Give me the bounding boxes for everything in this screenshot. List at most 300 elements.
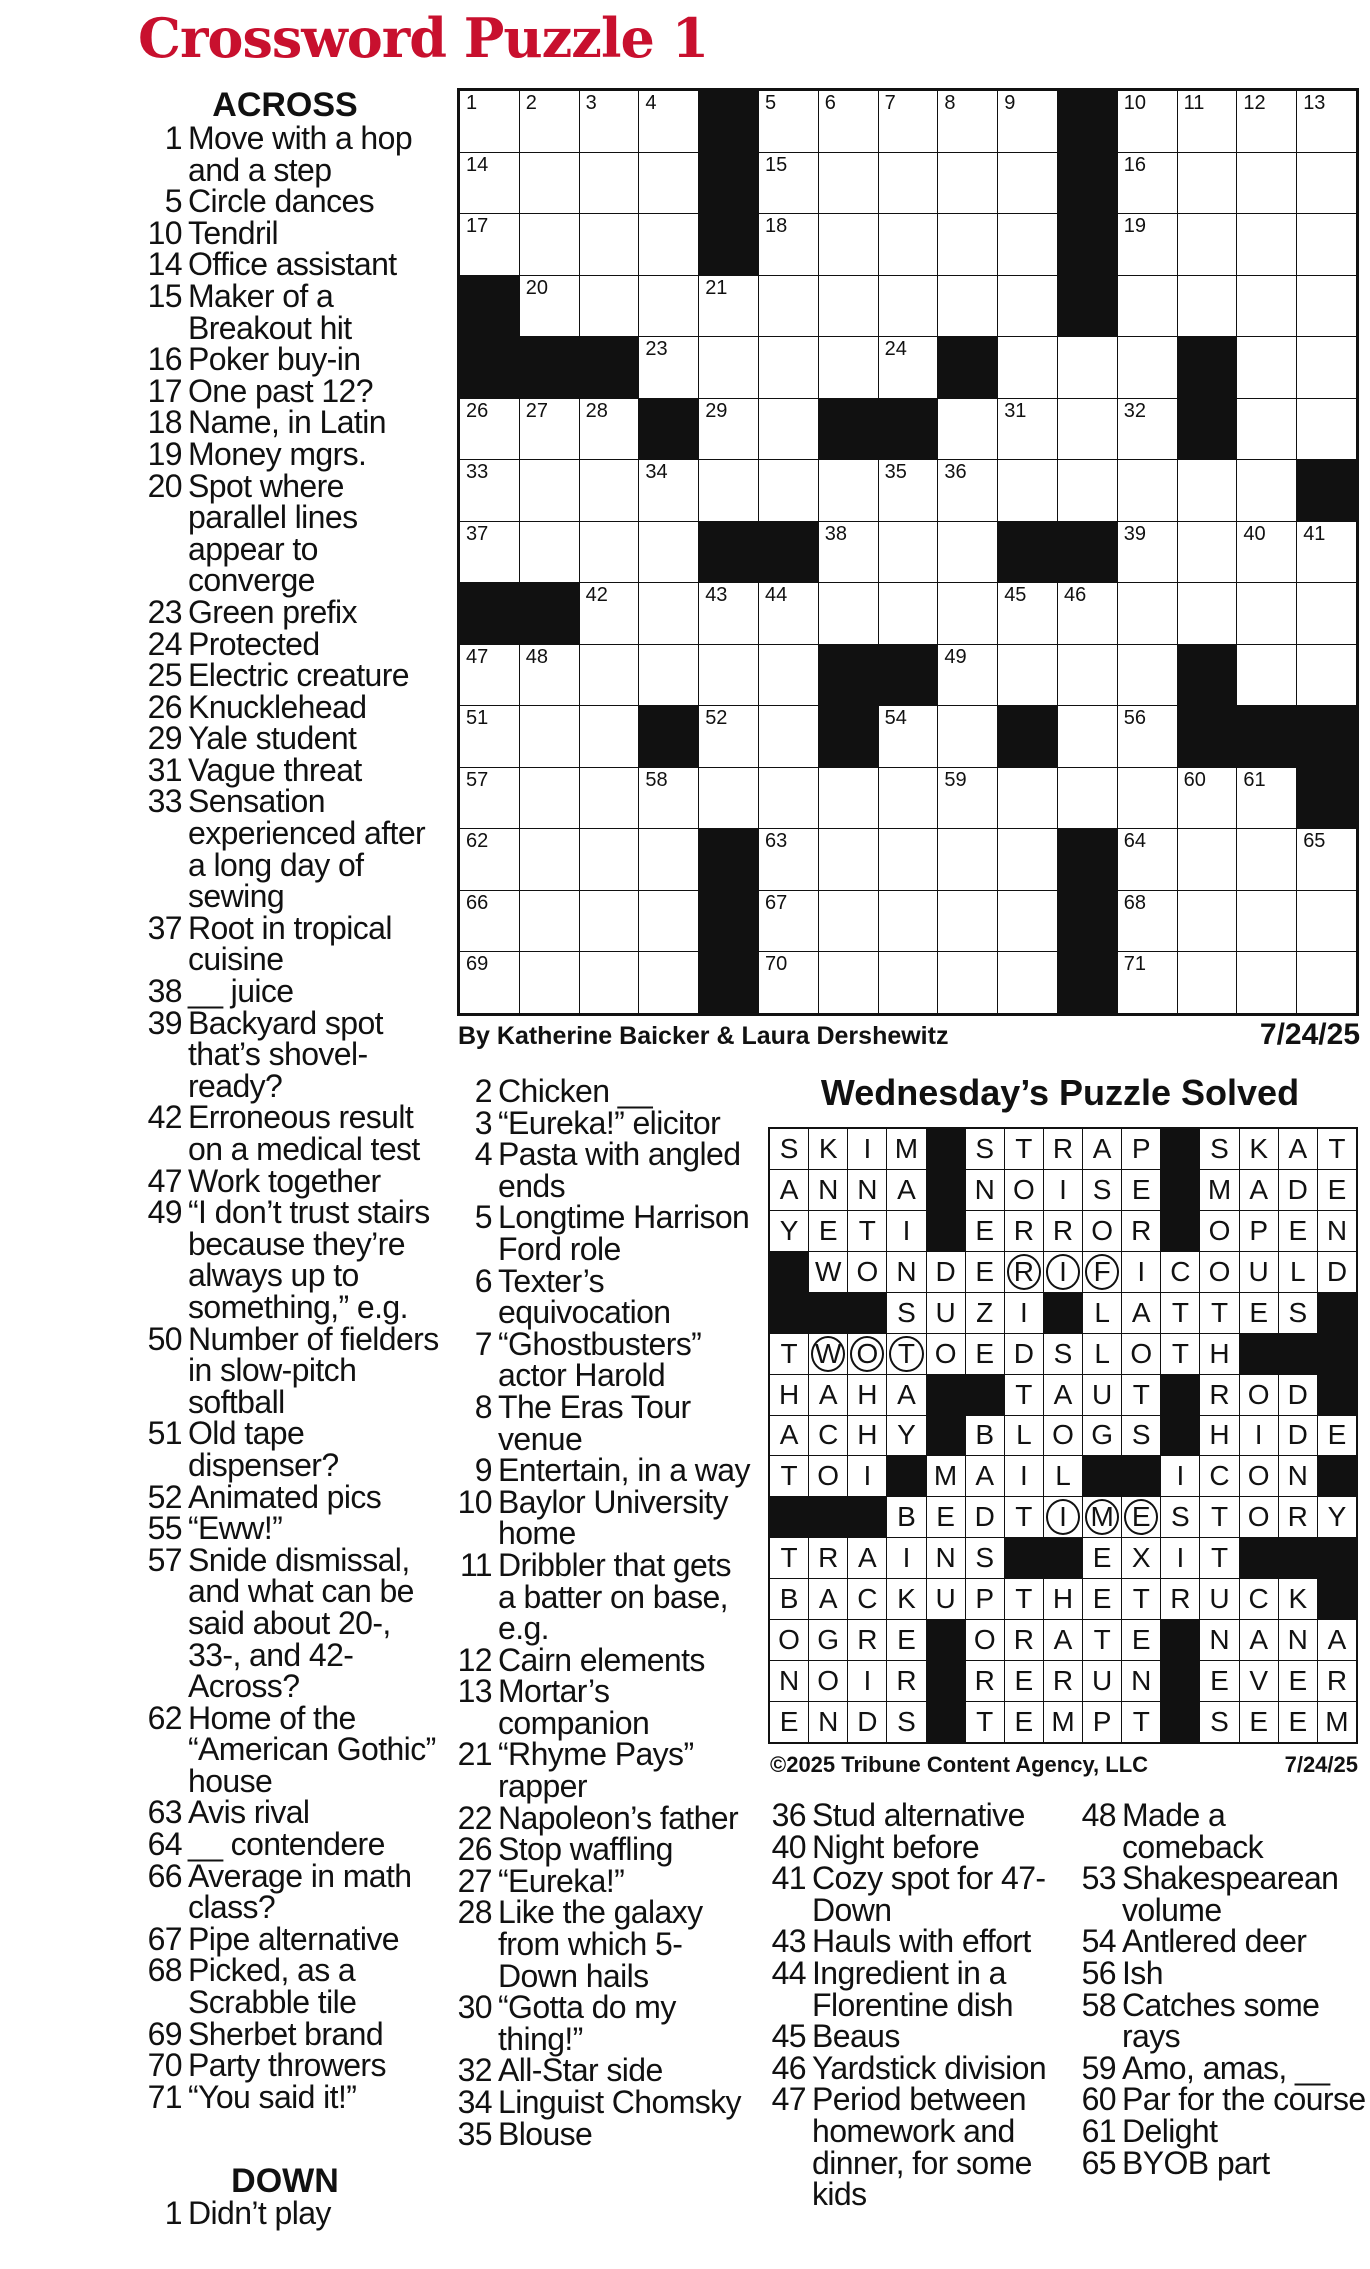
grid-cell[interactable]: [1118, 768, 1177, 829]
solved-cell: P: [1240, 1211, 1278, 1251]
cell-number: 37: [466, 522, 489, 545]
clue-text: Shakespearean volume: [1122, 1860, 1339, 1928]
clue-number: 10: [147, 214, 182, 251]
solved-black-square: [809, 1293, 847, 1333]
grid-cell[interactable]: [998, 399, 1057, 460]
grid-cell[interactable]: [580, 891, 639, 952]
grid-cell[interactable]: [1058, 337, 1117, 398]
grid-cell[interactable]: [1237, 91, 1296, 152]
clue: [452, 1989, 752, 2057]
grid-cell[interactable]: [938, 276, 997, 337]
grid-cell[interactable]: [819, 214, 878, 275]
grid-cell[interactable]: [1058, 399, 1117, 460]
grid-cell[interactable]: [1297, 645, 1356, 706]
cell-number: 61: [1243, 768, 1266, 791]
solved-black-square: [927, 1702, 965, 1742]
clue-number: 20: [147, 467, 182, 504]
grid-cell[interactable]: [1237, 337, 1296, 398]
grid-cell[interactable]: [639, 214, 698, 275]
grid-cell[interactable]: [998, 214, 1057, 275]
solved-cell: O: [1005, 1170, 1043, 1210]
clue: [142, 372, 442, 409]
solved-cell: O: [809, 1661, 847, 1701]
grid-cell[interactable]: [639, 522, 698, 583]
grid-cell[interactable]: [1237, 891, 1296, 952]
grid-cell[interactable]: [879, 952, 938, 1013]
grid-cell[interactable]: [639, 460, 698, 521]
grid-cell[interactable]: [938, 583, 997, 644]
grid-cell[interactable]: [1118, 706, 1177, 767]
grid-cell[interactable]: [460, 891, 519, 952]
grid-cell[interactable]: [1297, 91, 1356, 152]
grid-cell[interactable]: [460, 214, 519, 275]
solved-cell: O: [1083, 1211, 1121, 1251]
clue-number: 48: [1081, 1797, 1116, 1833]
grid-cell[interactable]: [580, 91, 639, 152]
grid-cell[interactable]: [1118, 645, 1177, 706]
clue-text: Animated pics: [188, 1478, 382, 1515]
grid-cell[interactable]: [1237, 153, 1296, 214]
clue-text: Erroneous result on a medical test: [188, 1099, 420, 1167]
solved-cell: L: [1005, 1416, 1043, 1456]
grid-cell[interactable]: [580, 952, 639, 1013]
solved-cell: Z: [966, 1293, 1004, 1333]
grid-cell[interactable]: [639, 583, 698, 644]
clue: [1076, 1954, 1366, 1991]
black-square: [699, 214, 758, 275]
clue-number: 18: [147, 404, 182, 441]
grid-cell[interactable]: [1178, 829, 1237, 890]
solved-cell: T: [848, 1211, 886, 1251]
grid-cell[interactable]: [639, 153, 698, 214]
grid-cell[interactable]: [1178, 276, 1237, 337]
grid-cell[interactable]: [1178, 460, 1237, 521]
grid-cell[interactable]: [639, 276, 698, 337]
grid-cell[interactable]: [699, 460, 758, 521]
solved-cell: U: [1083, 1661, 1121, 1701]
grid-cell[interactable]: [1058, 706, 1117, 767]
grid-cell[interactable]: [580, 768, 639, 829]
grid-cell[interactable]: [1178, 891, 1237, 952]
black-square: [1058, 276, 1117, 337]
grid-cell[interactable]: [520, 522, 579, 583]
grid-cell[interactable]: [1237, 583, 1296, 644]
cell-number: 47: [466, 645, 489, 668]
clue-text: Chicken __: [498, 1073, 653, 1109]
clue: [1076, 1797, 1366, 1865]
grid-cell[interactable]: [1237, 276, 1296, 337]
solved-cell: X: [1122, 1538, 1160, 1578]
solved-cell: T: [887, 1334, 925, 1374]
clue-text: “Rhyme Pays” rapper: [498, 1736, 694, 1805]
grid-cell[interactable]: [998, 645, 1057, 706]
grid-cell[interactable]: [699, 399, 758, 460]
solved-cell: S: [770, 1129, 808, 1169]
black-square: [1058, 952, 1117, 1013]
clue: [452, 1862, 752, 1899]
grid-cell[interactable]: [819, 337, 878, 398]
grid-cell[interactable]: [580, 829, 639, 890]
grid-cell[interactable]: [879, 829, 938, 890]
clue-text: “Eureka!” elicitor: [498, 1104, 721, 1141]
grid-cell[interactable]: [759, 399, 818, 460]
grid-cell[interactable]: [1178, 583, 1237, 644]
solved-cell: O: [966, 1620, 1004, 1660]
clue: [142, 246, 442, 283]
grid-cell[interactable]: [1178, 153, 1237, 214]
grid-cell[interactable]: [1237, 460, 1296, 521]
grid-cell[interactable]: [1237, 522, 1296, 583]
grid-cell[interactable]: [998, 952, 1057, 1013]
grid-cell[interactable]: [460, 399, 519, 460]
grid-cell[interactable]: [819, 952, 878, 1013]
grid-cell[interactable]: [759, 214, 818, 275]
solved-cell: I: [848, 1661, 886, 1701]
grid-cell[interactable]: [759, 276, 818, 337]
grid-cell[interactable]: [938, 153, 997, 214]
grid-cell[interactable]: [520, 460, 579, 521]
grid-cell[interactable]: [1118, 214, 1177, 275]
grid-cell[interactable]: [998, 891, 1057, 952]
solved-cell: T: [1005, 1375, 1043, 1415]
grid-cell[interactable]: [699, 583, 758, 644]
grid-cell[interactable]: [759, 952, 818, 1013]
clue-number: 6: [474, 1262, 492, 1299]
grid-cell[interactable]: [699, 645, 758, 706]
grid-cell[interactable]: [819, 153, 878, 214]
grid-cell[interactable]: [759, 829, 818, 890]
solved-cell: D: [1318, 1252, 1356, 1292]
solved-cell: I: [887, 1538, 925, 1578]
grid-cell[interactable]: [759, 706, 818, 767]
grid-cell[interactable]: [520, 276, 579, 337]
clue-number: 1: [164, 120, 182, 156]
grid-cell[interactable]: [1237, 214, 1296, 275]
grid-cell[interactable]: [639, 829, 698, 890]
clue: [452, 1325, 752, 1394]
grid-cell[interactable]: [1297, 337, 1356, 398]
clue-number: 7: [474, 1325, 492, 1362]
grid-cell[interactable]: [460, 645, 519, 706]
grid-cell[interactable]: [1118, 829, 1177, 890]
clue-text: Didn’t play: [188, 2195, 331, 2231]
solved-black-square: [1005, 1538, 1043, 1578]
grid-cell[interactable]: [879, 522, 938, 583]
grid-cell[interactable]: [520, 153, 579, 214]
grid-cell[interactable]: [580, 645, 639, 706]
clue-text: “Gotta do my thing!”: [498, 1989, 676, 2057]
grid-cell[interactable]: [639, 645, 698, 706]
grid-cell[interactable]: [520, 891, 579, 952]
solved-cell: N: [770, 1661, 808, 1701]
grid-cell[interactable]: [460, 829, 519, 890]
grid-cell[interactable]: [998, 276, 1057, 337]
solved-cell: O: [1240, 1456, 1278, 1496]
cell-number: 70: [764, 953, 788, 976]
grid-cell[interactable]: [520, 645, 579, 706]
clue: [142, 973, 442, 1010]
grid-cell[interactable]: [580, 583, 639, 644]
grid-cell[interactable]: [520, 768, 579, 829]
solved-cell: H: [848, 1416, 886, 1456]
grid-cell[interactable]: [879, 91, 938, 152]
solved-cell: L: [1044, 1456, 1082, 1496]
grid-cell[interactable]: [580, 522, 639, 583]
grid-cell[interactable]: [580, 276, 639, 337]
grid-cell[interactable]: [938, 952, 997, 1013]
grid-cell[interactable]: [520, 91, 579, 152]
grid-cell[interactable]: [938, 768, 997, 829]
clue-text: Sensation experienced after a long day of sewing: [188, 783, 426, 915]
grid-cell[interactable]: [580, 399, 639, 460]
solved-cell: U: [927, 1293, 965, 1333]
grid-cell[interactable]: [1237, 768, 1296, 829]
clue-number: 30: [457, 1989, 492, 2026]
grid-cell[interactable]: [1297, 583, 1356, 644]
black-square: [699, 952, 758, 1013]
grid-cell[interactable]: [639, 768, 698, 829]
grid-cell[interactable]: [1297, 276, 1356, 337]
grid-cell[interactable]: [759, 583, 818, 644]
grid-cell[interactable]: [998, 768, 1057, 829]
grid-cell[interactable]: [1297, 829, 1356, 890]
grid-cell[interactable]: [1178, 768, 1237, 829]
grid-cell[interactable]: [520, 952, 579, 1013]
grid-cell[interactable]: [1297, 952, 1356, 1013]
grid-cell[interactable]: [759, 460, 818, 521]
grid-cell[interactable]: [639, 952, 698, 1013]
grid-cell[interactable]: [1237, 952, 1296, 1013]
grid-cell[interactable]: [879, 153, 938, 214]
black-square: [699, 829, 758, 890]
solved-cell: O: [770, 1620, 808, 1660]
cell-number: 59: [944, 768, 967, 791]
grid-cell[interactable]: [580, 460, 639, 521]
grid-cell[interactable]: [460, 522, 519, 583]
solved-cell: H: [770, 1375, 808, 1415]
grid-cell[interactable]: [1058, 583, 1117, 644]
grid-cell[interactable]: [639, 337, 698, 398]
clue-number: 33: [147, 783, 182, 820]
grid-cell[interactable]: [759, 768, 818, 829]
clue: [142, 1099, 442, 1167]
grid-cell[interactable]: [998, 460, 1057, 521]
solved-cell: C: [1240, 1579, 1278, 1619]
grid-cell[interactable]: [819, 583, 878, 644]
grid-cell[interactable]: [1237, 399, 1296, 460]
clue-number: 50: [147, 1320, 182, 1357]
solved-cell: M: [887, 1129, 925, 1169]
grid-cell[interactable]: [580, 153, 639, 214]
grid-cell[interactable]: [1118, 337, 1177, 398]
clue: [142, 688, 442, 725]
grid-cell[interactable]: [699, 768, 758, 829]
grid-cell[interactable]: [460, 952, 519, 1013]
grid-cell[interactable]: [1237, 645, 1296, 706]
cell-number: 66: [466, 891, 489, 914]
grid-cell[interactable]: [1058, 768, 1117, 829]
grid-cell[interactable]: [879, 214, 938, 275]
grid-cell[interactable]: [819, 276, 878, 337]
grid-cell[interactable]: [938, 522, 997, 583]
grid-cell[interactable]: [1118, 153, 1177, 214]
grid-cell[interactable]: [879, 891, 938, 952]
grid-cell[interactable]: [460, 153, 519, 214]
clue-text: Antlered deer: [1122, 1923, 1307, 1960]
grid-cell[interactable]: [998, 829, 1057, 890]
clue: [142, 2078, 442, 2115]
grid-cell[interactable]: [759, 153, 818, 214]
clue-number: 70: [147, 2047, 182, 2084]
clue: [452, 1641, 752, 1678]
grid-cell[interactable]: [1118, 952, 1177, 1013]
grid-cell[interactable]: [580, 706, 639, 767]
solved-cell: U: [1200, 1579, 1238, 1619]
clue: [452, 1799, 752, 1836]
clue-text: Yardstick division: [812, 2049, 1047, 2086]
grid-cell[interactable]: [759, 645, 818, 706]
solved-cell: N: [927, 1538, 965, 1578]
grid-cell[interactable]: [879, 706, 938, 767]
black-square: [1178, 706, 1237, 767]
grid-cell[interactable]: [938, 460, 997, 521]
grid-cell[interactable]: [759, 337, 818, 398]
solved-cell: C: [809, 1416, 847, 1456]
solved-cell: C: [1161, 1252, 1199, 1292]
grid-cell[interactable]: [879, 583, 938, 644]
grid-cell[interactable]: [938, 214, 997, 275]
grid-cell[interactable]: [1178, 91, 1237, 152]
solved-cell: S: [966, 1538, 1004, 1578]
grid-cell[interactable]: [1178, 522, 1237, 583]
solved-cell: I: [848, 1456, 886, 1496]
grid-cell[interactable]: [1297, 153, 1356, 214]
grid-cell[interactable]: [520, 214, 579, 275]
clue: [142, 214, 442, 251]
grid-cell[interactable]: [460, 460, 519, 521]
grid-cell[interactable]: [1237, 829, 1296, 890]
solved-cell: A: [1083, 1129, 1121, 1169]
solved-cell: E: [1318, 1170, 1356, 1210]
grid-cell[interactable]: [879, 768, 938, 829]
grid-cell[interactable]: [699, 276, 758, 337]
grid-cell[interactable]: [938, 829, 997, 890]
grid-cell[interactable]: [1297, 399, 1356, 460]
grid-cell[interactable]: [699, 706, 758, 767]
crossword-grid[interactable]: [457, 88, 1359, 1016]
grid-cell[interactable]: [998, 337, 1057, 398]
grid-cell[interactable]: [1118, 91, 1177, 152]
grid-cell[interactable]: [1118, 460, 1177, 521]
grid-cell[interactable]: [819, 522, 878, 583]
cell-number: 39: [1123, 522, 1147, 545]
black-square: [460, 276, 519, 337]
grid-cell[interactable]: [1297, 522, 1356, 583]
grid-cell[interactable]: [520, 399, 579, 460]
black-square: [1058, 214, 1117, 275]
solved-cell: I: [1161, 1538, 1199, 1578]
grid-cell[interactable]: [520, 829, 579, 890]
cell-number: 52: [705, 707, 728, 730]
grid-cell[interactable]: [520, 706, 579, 767]
solved-cell: H: [1200, 1334, 1238, 1374]
grid-cell[interactable]: [819, 891, 878, 952]
grid-cell[interactable]: [1118, 583, 1177, 644]
grid-cell[interactable]: [460, 768, 519, 829]
grid-cell[interactable]: [580, 214, 639, 275]
grid-cell[interactable]: [819, 768, 878, 829]
grid-cell[interactable]: [639, 91, 698, 152]
grid-cell[interactable]: [460, 91, 519, 152]
solved-cell: E: [809, 1211, 847, 1251]
grid-cell[interactable]: [938, 706, 997, 767]
grid-cell[interactable]: [1118, 891, 1177, 952]
grid-cell[interactable]: [1118, 522, 1177, 583]
grid-cell[interactable]: [938, 645, 997, 706]
solved-cell: T: [770, 1334, 808, 1374]
grid-cell[interactable]: [1058, 460, 1117, 521]
clue-text: Number of fielders in slow-pitch softball: [188, 1320, 439, 1420]
clue: [766, 1954, 1066, 2023]
clue-text: Cairn elements: [498, 1641, 705, 1678]
clue-number: 41: [771, 1860, 806, 1897]
clue-number: 29: [147, 720, 182, 757]
grid-cell[interactable]: [1058, 645, 1117, 706]
grid-cell[interactable]: [460, 706, 519, 767]
grid-cell[interactable]: [759, 91, 818, 152]
solved-cell: N: [966, 1170, 1004, 1210]
grid-cell[interactable]: [819, 829, 878, 890]
clue-text: Tendril: [188, 214, 279, 251]
cell-number: 1: [466, 92, 478, 114]
clue-text: Snide dismissal, and what can be said about 20-, 33-, and 42-Across?: [188, 1541, 414, 1705]
grid-cell[interactable]: [998, 91, 1057, 152]
grid-cell[interactable]: [879, 337, 938, 398]
grid-cell[interactable]: [1297, 214, 1356, 275]
solved-cell: E: [887, 1620, 925, 1660]
grid-cell[interactable]: [699, 337, 758, 398]
grid-cell[interactable]: [938, 891, 997, 952]
grid-cell[interactable]: [879, 460, 938, 521]
across-clue-list: [142, 120, 442, 2115]
grid-cell[interactable]: [1297, 891, 1356, 952]
grid-cell[interactable]: [1118, 399, 1177, 460]
clue-text: Longtime Harrison Ford role: [498, 1199, 750, 1267]
grid-cell[interactable]: [998, 153, 1057, 214]
grid-cell[interactable]: [1118, 276, 1177, 337]
black-square: [998, 522, 1057, 583]
solved-cell: P: [1083, 1702, 1121, 1742]
solved-black-square: [770, 1497, 808, 1537]
grid-cell[interactable]: [639, 891, 698, 952]
grid-cell[interactable]: [998, 583, 1057, 644]
grid-cell[interactable]: [879, 276, 938, 337]
clue: [452, 1452, 752, 1489]
solved-black-square: [1240, 1538, 1278, 1578]
black-square: [819, 645, 878, 706]
grid-cell[interactable]: [938, 91, 997, 152]
grid-cell[interactable]: [1178, 952, 1237, 1013]
clue-number: 23: [147, 593, 182, 630]
clue-text: Average in math class?: [188, 1857, 412, 1926]
grid-cell[interactable]: [819, 91, 878, 152]
grid-cell[interactable]: [819, 460, 878, 521]
clue-number: 64: [147, 1826, 182, 1863]
grid-cell[interactable]: [759, 891, 818, 952]
grid-cell[interactable]: [1178, 214, 1237, 275]
solved-cell: I: [1044, 1497, 1082, 1537]
grid-cell[interactable]: [938, 399, 997, 460]
